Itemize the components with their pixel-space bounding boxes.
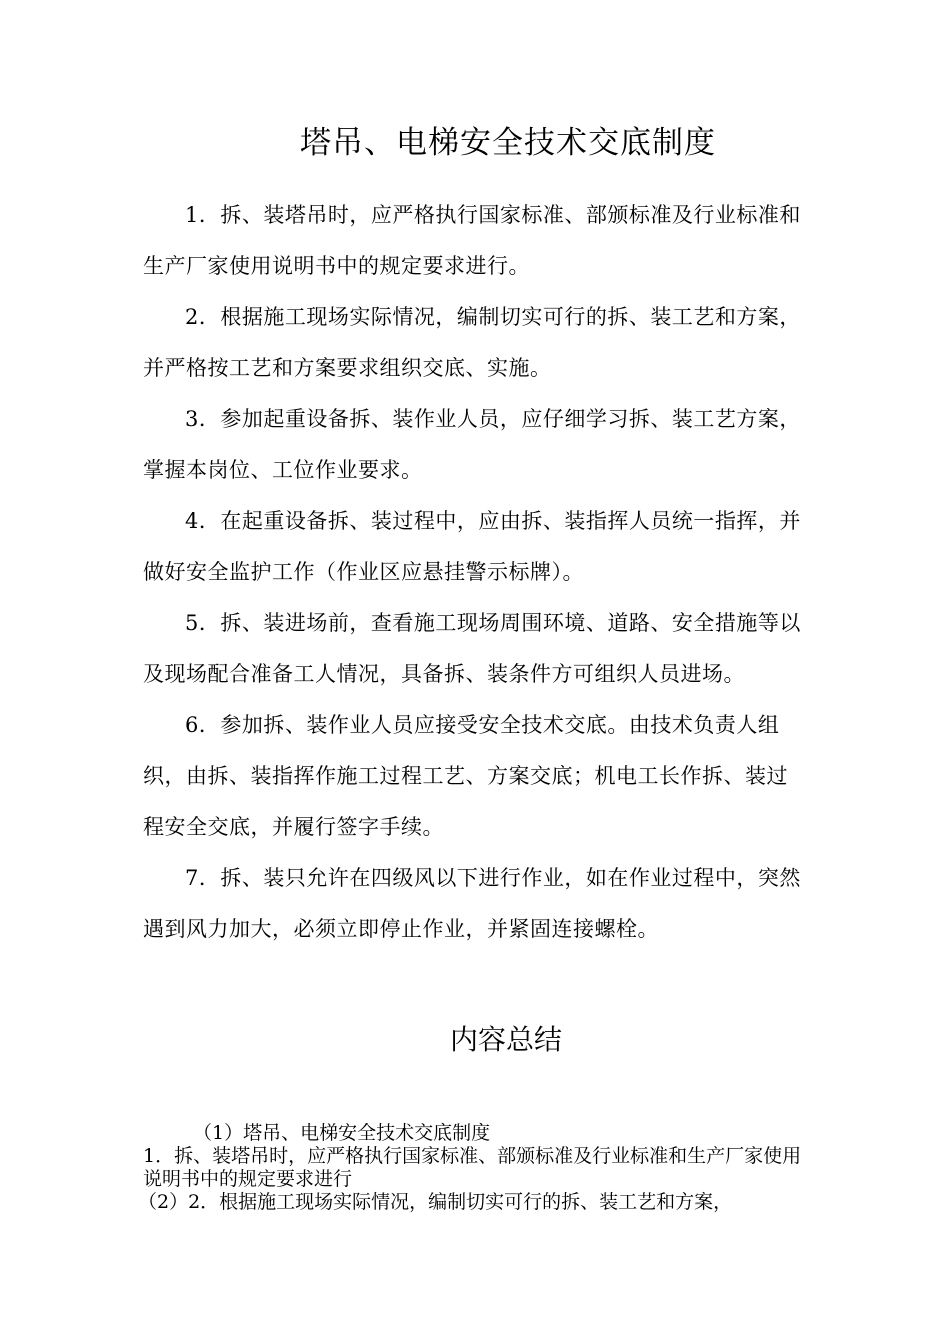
paragraph-1: 1．拆、装塔吊时，应严格执行国家标准、部颁标准及行业标准和生产厂家使用说明书中的规定要求进行。: [143, 203, 801, 278]
paragraph-6: 6．参加拆、装作业人员应接受安全技术交底。由技术负责人组织，由拆、装指挥作施工过程工艺、方案交底；机电工长作拆、装过程安全交底，并履行签字手续。: [143, 713, 788, 839]
summary-line-3: （2）2．根据施工现场实际情况，编制切实可行的拆、装工艺和方案，: [138, 1191, 733, 1213]
summary-line-2: 1．拆、装塔吊时，应严格执行国家标准、部颁标准及行业标准和生产厂家使用说明书中的规定要求进行: [143, 1145, 802, 1190]
paragraph-7: 7．拆、装只允许在四级风以下进行作业，如在作业过程中，突然遇到风力加大，必须立即停止作业，并紧固连接螺栓。: [143, 866, 801, 941]
document-title: 塔吊、电梯安全技术交底制度: [300, 125, 716, 161]
document-body: [143, 190, 809, 955]
paragraph-2: 2．根据施工现场实际情况，编制切实可行的拆、装工艺和方案，并严格按工艺和方案要求组织交底、实施。: [143, 305, 801, 380]
summary-line-1: （1）塔吊、电梯安全技术交底制度: [193, 1122, 491, 1144]
paragraph-3: 3．参加起重设备拆、装作业人员，应仔细学习拆、装工艺方案，掌握本岗位、工位作业要求。: [143, 407, 801, 482]
summary-section: [138, 1122, 803, 1214]
paragraph-4: 4．在起重设备拆、装过程中，应由拆、装指挥人员统一指挥，并做好安全监护工作（作业区应悬挂警示标牌）。: [143, 509, 801, 584]
summary-title: 内容总结: [449, 1023, 562, 1056]
paragraph-5: 5．拆、装进场前，查看施工现场周围环境、道路、安全措施等以及现场配合准备工人情况，具备拆、装条件方可组织人员进场。: [143, 611, 801, 686]
